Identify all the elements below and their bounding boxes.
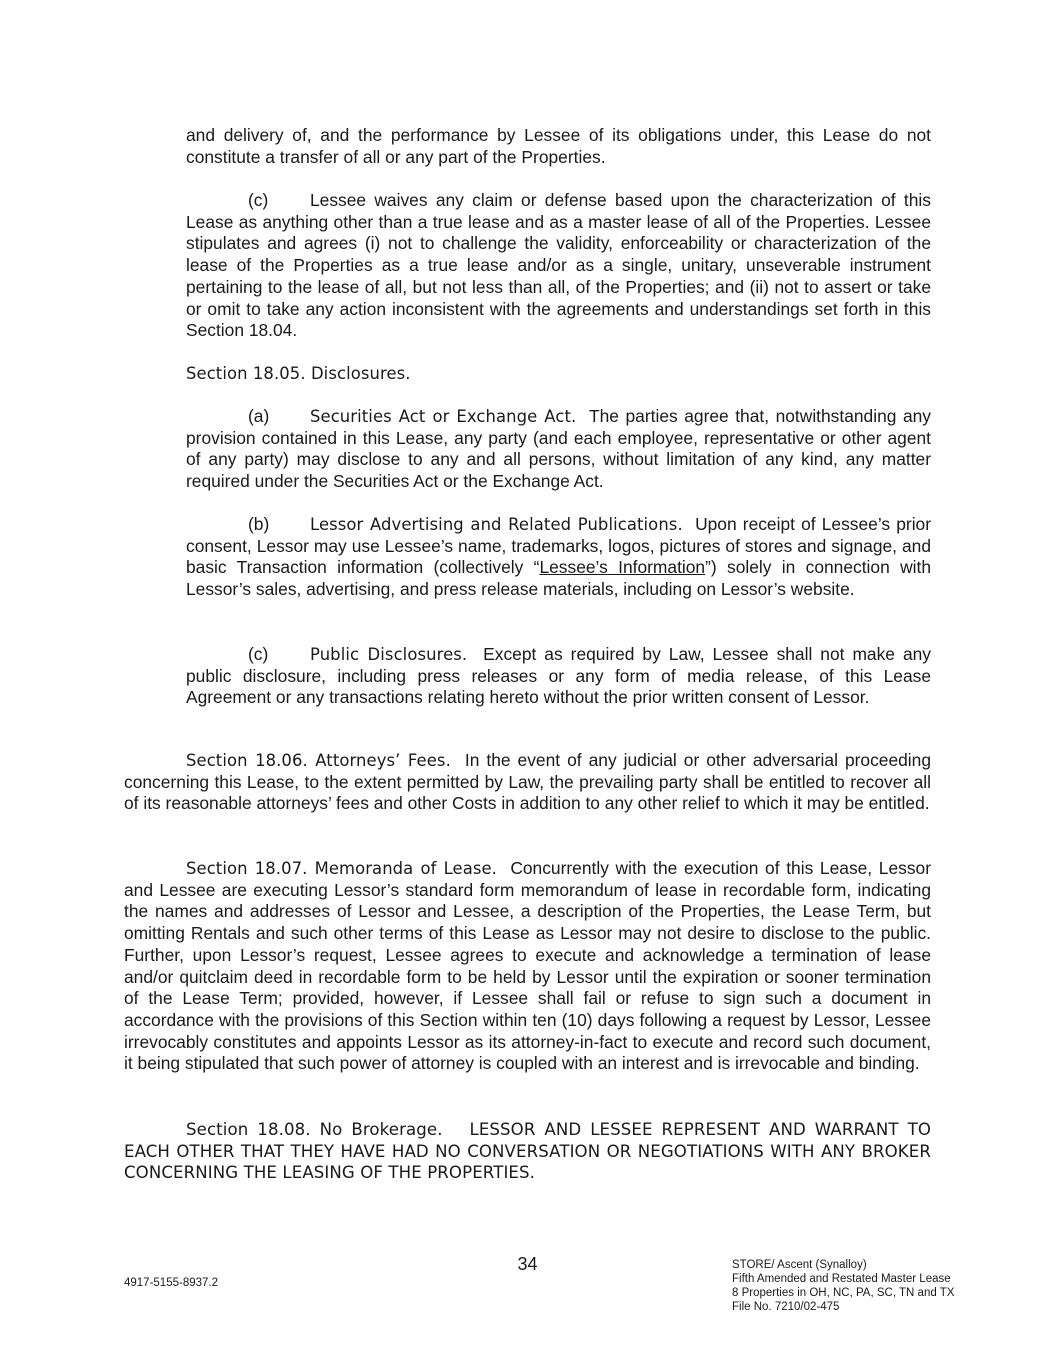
footer-document-info (732, 1258, 954, 1314)
section-text: In the event of any judicial or other adversarial proceeding concerning this Lease, to the extent permitted by Law, the prevailing party shall be entitled to recover all of its reasonable attorneys’ fees and other Costs in addition to any other relief to which it may be entitled. (124, 750, 931, 814)
section-18-04-c (186, 190, 931, 342)
clause-text-after: ”) solely in connection with Lessor’s sales, advertising, and press release materials, including on Lessor’s website. (186, 557, 931, 600)
clause-label: (c) (248, 644, 269, 664)
clause-title: Securities Act or Exchange Act. (310, 407, 577, 426)
clause-label: (b) (248, 514, 270, 534)
page-number: 34 (517, 1254, 538, 1274)
clause-title: Lessor Advertising and Related Publications. (310, 515, 683, 534)
clause-text: Except as required by Law, Lessee shall not make any public disclosure, including press releases or any form of media release, of this Lease Agreement or any transactions relating hereto without the prior written consent of Lessor. (186, 644, 931, 708)
continuation-text: and delivery of, and the performance by Lessee of its obligations under, this Lease do not constitute a transfer of all or any part of the Properties. (186, 125, 931, 167)
footer-info-line: STORE/ Ascent (Synalloy) (732, 1259, 867, 1271)
continuation-paragraph (186, 125, 931, 168)
footer-info-line: File No. 7210/02-475 (732, 1301, 840, 1313)
section-heading: Section 18.07. Memoranda of Lease. (186, 859, 497, 878)
section-18-05-a (186, 406, 931, 493)
defined-term: Lessee’s Information (539, 557, 706, 578)
footer-info-line: 8 Properties in OH, NC, PA, SC, TN and TX (732, 1287, 955, 1299)
section-text: Concurrently with the execution of this Lease, Lessor and Lessee are executing Lessor’s standard form memorandum of lease in recordable form, indicating the names and addresses of Lessor and Lessee, a description of the Properties, the Lease Term, but omitting Rentals and such other terms of this Lease as Lessor may not desire to disclose to the public. Further, upon Lessor’s request, Lessee agrees to execute and acknowledge a termination of lease and/or quitclaim deed in recordable form to be held by Lessor until the expiration or sooner termination of the Lease Term; provided, however, if Lessee shall fail or refuse to sign such a document in accordance with the provisions of this Section within ten (10) days following a request by Lessor, Lessee irrevocably constitutes and appoints Lessor as its attorney-in-fact to execute and record such document, it being stipulated that such power of attorney is coupled with an interest and is irrevocable and binding. (124, 858, 931, 1074)
section-18-05-heading-block (186, 363, 931, 385)
section-heading: Section 18.06. Attorneys’ Fees. (186, 751, 451, 770)
clause-title: Public Disclosures. (310, 645, 468, 664)
section-heading: Section 18.05. Disclosures. (186, 364, 411, 383)
footer-info-line: Fifth Amended and Restated Master Lease (732, 1273, 951, 1285)
clause-text-before: Upon receipt of Lessee’s prior consent, Lessor may use Lessee’s name, trademarks, logos, pictures of stores and signage, and basic Transaction information (collectively “ (186, 514, 932, 578)
section-18-05-c (186, 644, 931, 709)
clause-text: Lessee waives any claim or defense based upon the characterization of this Lease as anything other than a true lease and as a master lease of all of the Properties. Lessee stipulates and agrees (i) not to challenge the validity, enforceability or characterization of the lease of the Properties as a true lease and/or as a single, unitary, unseverable instrument pertaining to the lease of all, but not less than all, of the Properties; and (ii) not to assert or take or omit to take any action inconsistent with the agreements and understandings set forth in this Section 18.04. (186, 190, 931, 341)
footer-doc-id: 4917-5155-8937.2 (124, 1277, 218, 1289)
section-18-07 (124, 858, 931, 1075)
section-18-06 (124, 750, 931, 815)
section-18-08 (124, 1119, 931, 1184)
section-text: LESSOR AND LESSEE REPRESENT AND WARRANT TO EACH OTHER THAT THEY HAVE HAD NO CONVERSATION OR NEGOTIATIONS WITH ANY BROKER CONCERNING THE LEASING OF THE PROPERTIES. (124, 1120, 931, 1183)
section-18-05-b (186, 514, 931, 601)
clause-label: (c) (248, 190, 269, 210)
clause-text: The parties agree that, notwithstanding any provision contained in this Lease, any party (and each employee, representative or other agent of any party) may disclose to any and all persons, without limitation of any kind, any matter required under the Securities Act or the Exchange Act. (186, 406, 931, 492)
clause-label: (a) (248, 406, 270, 426)
section-heading: Section 18.08. No Brokerage. (186, 1120, 443, 1139)
